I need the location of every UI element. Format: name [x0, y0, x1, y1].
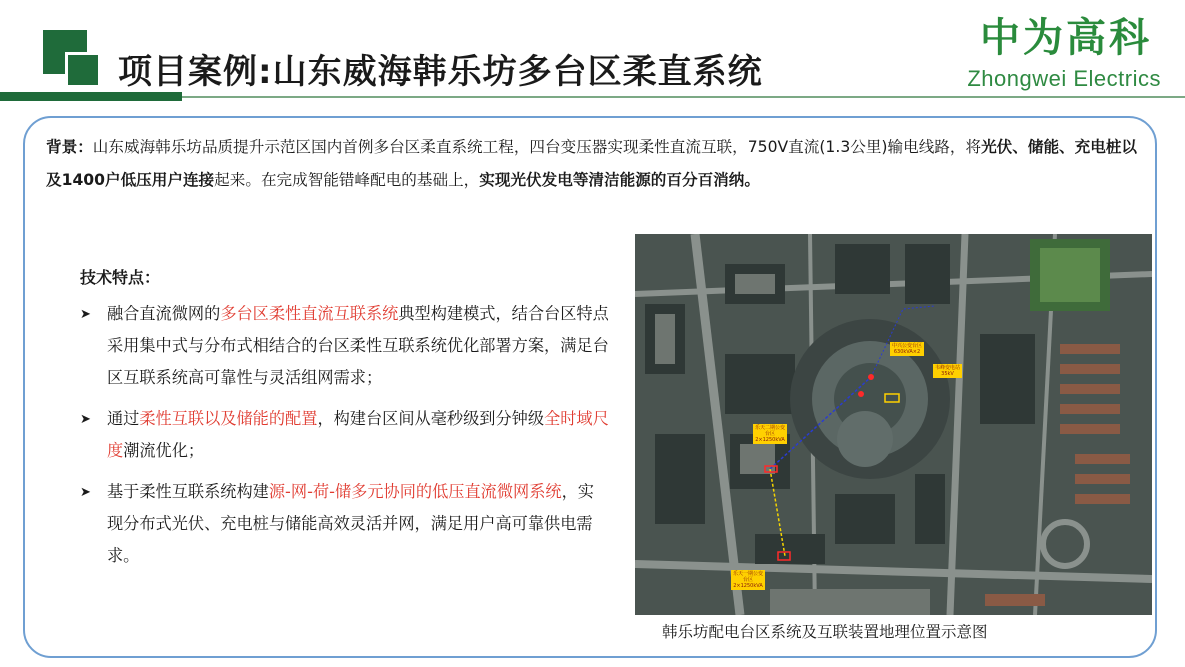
feature-highlight: 源-网-荷-储多元协同的低压直流微网系统: [268, 482, 562, 501]
feature-text: ，实现分布式光伏、充电桩与储能高效灵活并网，满足用户高可靠供电需求。: [107, 482, 594, 565]
arrow-bullet-icon: ➤: [80, 307, 91, 322]
map-label-lotte-phase2: 乐天二期公变 台区 2×1250kVA: [755, 425, 786, 443]
feature-text: 基于柔性互联系统构建: [107, 482, 269, 501]
arrow-bullet-icon: ➤: [80, 485, 91, 500]
tech-feature-item: [80, 403, 610, 467]
map-label-lotte-phase1: 乐天一期公变 台区 2×1250kVA: [733, 571, 764, 589]
tech-features-list: [80, 298, 610, 581]
map-label-substation: 韦峰变电站 35kV: [935, 365, 961, 377]
background-text-2: 起来。在完成智能错峰配电的基础上，: [214, 171, 480, 189]
feature-text: 典型构建模式，结合台区特点采用集中式与分布式相结合的台区柔性互联系统优化部署方案，满足台区互联系统高可靠性与灵活组网需求；: [107, 304, 609, 387]
tech-features-heading: 技术特点：: [80, 268, 161, 287]
page-title: 项目案例:山东威海韩乐坊多台区柔直系统: [118, 52, 763, 92]
tech-feature-item: [80, 476, 610, 572]
background-bold-2: 实现光伏发电等清洁能源的百分百消纳。: [479, 171, 760, 189]
background-text-1: 山东威海韩乐坊品质提升示范区国内首例多台区柔直系统工程，四台变压器实现柔性直流互联，750V直流(1.3公里)输电线路，将: [92, 138, 982, 156]
background-bold-1: 光伏、储能、充电桩以及1400户低压用户连接: [46, 138, 1138, 189]
background-label: 背景：: [46, 138, 93, 156]
map-label-zhongxing: 中兴公变台区 630kVA×2: [892, 343, 923, 355]
logo-square-small: [68, 55, 98, 85]
brand-name-en: Zhongwei Electrics: [967, 66, 1161, 91]
feature-highlight: 多台区柔性直流互联系统: [220, 304, 399, 323]
map-graphic: [635, 234, 1152, 615]
header-rule: [182, 96, 1185, 98]
feature-highlight: 柔性互联以及储能的配置: [139, 409, 318, 428]
header-rule-accent: [0, 92, 182, 101]
map-caption: 韩乐坊配电台区系统及互联装置地理位置示意图: [662, 623, 988, 641]
logo-mark: [0, 0, 110, 92]
arrow-bullet-icon: ➤: [80, 412, 91, 427]
feature-text: 融合直流微网的: [107, 304, 221, 323]
background-paragraph: [46, 131, 1146, 197]
satellite-map: [635, 234, 1152, 615]
feature-highlight: 全时域尺度: [107, 409, 609, 460]
feature-text: 潮流优化；: [123, 441, 205, 460]
brand-name-cn: 中为高科: [980, 15, 1152, 61]
feature-text: ，构建台区间从毫秒级到分钟级: [317, 409, 545, 428]
feature-text: 通过: [107, 409, 140, 428]
tech-feature-item: [80, 298, 610, 394]
